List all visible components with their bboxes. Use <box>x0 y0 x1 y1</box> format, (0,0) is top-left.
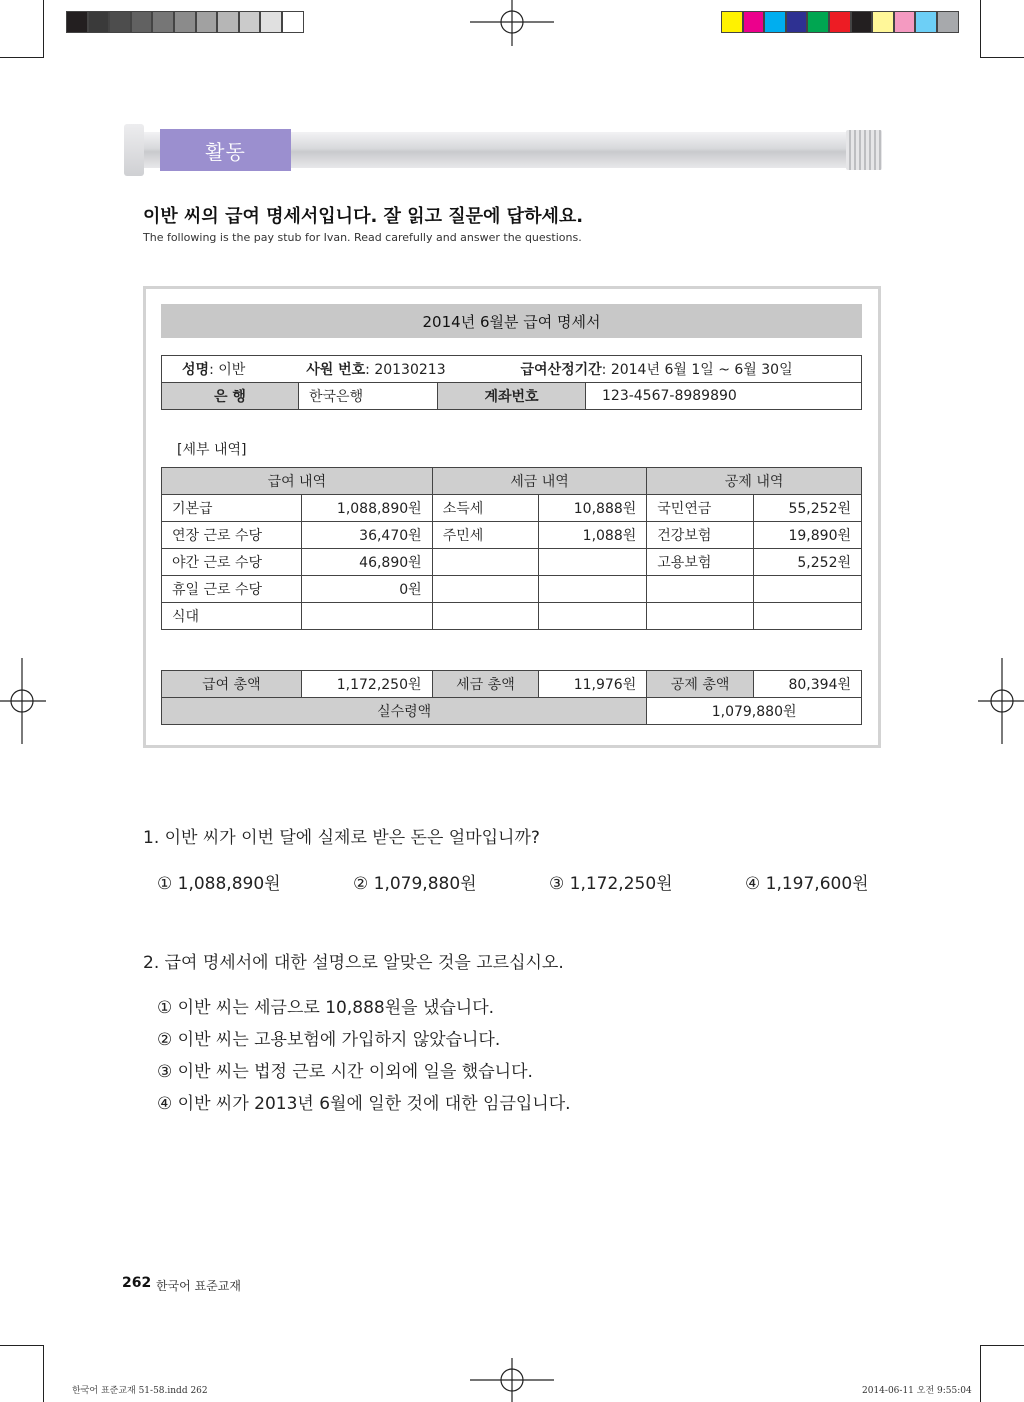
color-swatch <box>872 11 894 33</box>
crop-mark <box>980 57 1024 58</box>
deduction-total-label: 공제 총액 <box>647 671 754 698</box>
table-row <box>162 522 862 549</box>
pay-period-value: : 2014년 6월 1일 ~ 6월 30일 <box>601 362 793 378</box>
crop-mark <box>980 1345 1024 1346</box>
totals-table <box>161 670 862 725</box>
item-name-cell: 건강보험 <box>647 522 754 549</box>
pay-total-label: 급여 총액 <box>162 671 302 698</box>
registration-mark-right <box>978 658 1024 744</box>
item-name-cell <box>432 576 539 603</box>
question-1-option-2[interactable]: ② 1,079,880원 <box>353 874 477 894</box>
item-name-cell <box>647 603 754 630</box>
detail-section-label: [세부 내역] <box>177 442 247 458</box>
item-amount-cell: 1,088,890원 <box>301 495 432 522</box>
employee-number-value: : 20130213 <box>365 362 446 378</box>
item-amount-cell: 46,890원 <box>301 549 432 576</box>
name-value: : 이반 <box>209 362 246 378</box>
item-name-cell: 휴일 근로 수당 <box>162 576 302 603</box>
tax-total-value: 11,976원 <box>539 671 647 698</box>
color-swatch <box>743 11 765 33</box>
registration-mark-left <box>0 658 46 744</box>
item-amount-cell <box>301 603 432 630</box>
registration-mark-bottom <box>470 1358 554 1402</box>
item-amount-cell: 10,888원 <box>539 495 647 522</box>
crop-mark <box>43 1345 44 1402</box>
tax-total-label: 세금 총액 <box>432 671 539 698</box>
gray-swatch <box>109 11 131 33</box>
crop-mark <box>0 57 44 58</box>
question-2-option-2[interactable]: ② 이반 씨는 고용보험에 가입하지 않았습니다. <box>157 1030 501 1050</box>
activity-header-bar <box>124 124 882 176</box>
employee-info-row <box>162 356 862 383</box>
name-label: 성명 <box>182 362 210 378</box>
item-name-cell: 국민연금 <box>647 495 754 522</box>
item-name-cell <box>432 549 539 576</box>
item-amount-cell: 5,252원 <box>754 549 862 576</box>
header-pay-details: 급여 내역 <box>162 468 433 495</box>
item-name-cell: 연장 근로 수당 <box>162 522 302 549</box>
item-name-cell: 주민세 <box>432 522 539 549</box>
item-name-cell <box>432 603 539 630</box>
item-name-cell <box>647 576 754 603</box>
item-amount-cell <box>754 603 862 630</box>
item-name-cell: 야간 근로 수당 <box>162 549 302 576</box>
book-title: 한국어 표준교재 <box>156 1279 241 1293</box>
bank-value: 한국은행 <box>299 383 438 410</box>
color-swatch <box>721 11 743 33</box>
account-label: 계좌번호 <box>438 383 586 410</box>
page-number: 262 <box>122 1275 152 1291</box>
employee-info-table <box>161 355 862 410</box>
item-amount-cell: 55,252원 <box>754 495 862 522</box>
item-amount-cell <box>754 576 862 603</box>
gray-swatch <box>88 11 110 33</box>
deduction-total-value: 80,394원 <box>754 671 862 698</box>
table-row <box>162 603 862 630</box>
header-deduction-details: 공제 내역 <box>647 468 862 495</box>
color-swatch <box>894 11 916 33</box>
gray-swatch <box>217 11 239 33</box>
net-pay-label: 실수령액 <box>162 698 647 725</box>
crop-mark <box>980 0 981 58</box>
color-swatch <box>786 11 808 33</box>
registration-mark-top <box>470 0 554 46</box>
item-amount-cell: 1,088원 <box>539 522 647 549</box>
item-amount-cell: 36,470원 <box>301 522 432 549</box>
gray-swatch <box>152 11 174 33</box>
item-name-cell: 식대 <box>162 603 302 630</box>
gray-swatch <box>174 11 196 33</box>
question-1-option-4[interactable]: ④ 1,197,600원 <box>745 874 869 894</box>
item-amount-cell: 19,890원 <box>754 522 862 549</box>
gray-swatch <box>282 11 304 33</box>
gray-swatch <box>131 11 153 33</box>
question-2-option-4[interactable]: ④ 이반 씨가 2013년 6월에 일한 것에 대한 임금입니다. <box>157 1094 571 1114</box>
net-pay-value: 1,079,880원 <box>647 698 862 725</box>
item-name-cell: 고용보험 <box>647 549 754 576</box>
color-swatch <box>829 11 851 33</box>
pay-stub-title: 2014년 6월분 급여 명세서 <box>161 304 862 338</box>
question-1-option-3[interactable]: ③ 1,172,250원 <box>549 874 673 894</box>
bank-label: 은 행 <box>162 383 299 410</box>
gray-swatch <box>66 11 88 33</box>
question-2: 2. 급여 명세서에 대한 설명으로 알맞은 것을 고르십시오. <box>143 953 564 973</box>
color-swatch <box>764 11 786 33</box>
table-row <box>162 576 862 603</box>
color-swatch <box>915 11 937 33</box>
gray-swatch <box>239 11 261 33</box>
account-value: 123-4567-8989890 <box>586 383 862 410</box>
pay-period-label: 급여산정기간 <box>520 362 602 378</box>
item-amount-cell: 0원 <box>301 576 432 603</box>
item-amount-cell <box>539 603 647 630</box>
crop-mark <box>0 1345 44 1346</box>
pay-detail-table <box>161 467 862 630</box>
item-amount-cell <box>539 576 647 603</box>
question-2-option-1[interactable]: ① 이반 씨는 세금으로 10,888원을 냈습니다. <box>157 998 495 1018</box>
color-swatch <box>937 11 959 33</box>
print-slug-file: 한국어 표준교재 51-58.indd 262 <box>72 1386 208 1396</box>
item-name-cell: 소득세 <box>432 495 539 522</box>
bolt-thread <box>846 130 882 170</box>
color-swatch <box>807 11 829 33</box>
bolt-head <box>124 124 144 176</box>
item-amount-cell <box>539 549 647 576</box>
question-2-option-3[interactable]: ③ 이반 씨는 법정 근로 시간 이외에 일을 했습니다. <box>157 1062 533 1082</box>
gray-swatch <box>196 11 218 33</box>
table-row <box>162 495 862 522</box>
crop-mark <box>43 0 44 58</box>
crop-mark <box>980 1345 981 1402</box>
item-name-cell: 기본급 <box>162 495 302 522</box>
gray-swatch <box>260 11 282 33</box>
table-row <box>162 549 862 576</box>
header-tax-details: 세금 내역 <box>432 468 647 495</box>
pay-total-value: 1,172,250원 <box>301 671 432 698</box>
activity-label: 활동 <box>160 129 291 171</box>
question-1-option-1[interactable]: ① 1,088,890원 <box>157 874 281 894</box>
instruction-korean: 이반 씨의 급여 명세서입니다. 잘 읽고 질문에 답하세요. <box>143 206 584 227</box>
print-slug-date: 2014-06-11 오전 9:55:04 <box>862 1386 972 1396</box>
color-swatch <box>851 11 873 33</box>
instruction-english: The following is the pay stub for Ivan. Read carefully and answer the questions. <box>143 231 582 244</box>
employee-number-label: 사원 번호 <box>306 362 366 378</box>
question-1: 1. 이반 씨가 이번 달에 실제로 받은 돈은 얼마입니까? <box>143 828 540 848</box>
